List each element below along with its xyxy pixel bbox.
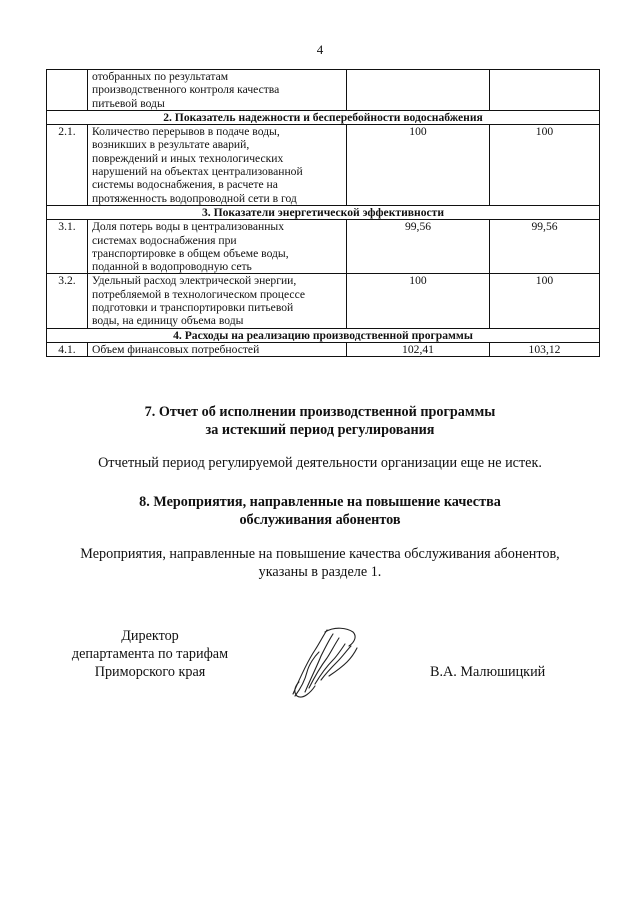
section-title: 4. Расходы на реализацию производственной программы (47, 328, 600, 342)
indicator-value: 100 (490, 125, 600, 206)
indicator-name-line: Удельный расход электрической энергии, (92, 274, 297, 288)
section8-text (50, 545, 590, 581)
indicator-value: 102,41 (347, 342, 490, 356)
indicator-value (347, 70, 490, 111)
indicator-name (88, 220, 347, 274)
indicator-name-line: поданной в водопроводную сеть (92, 260, 252, 274)
indicator-name (88, 125, 347, 206)
indicator-name-line: протяженность водопроводной сети в год (92, 191, 297, 205)
indicator-value: 103,12 (490, 342, 600, 356)
table-row (47, 70, 600, 111)
row-number: 4.1. (47, 342, 88, 356)
section-header-row (47, 328, 600, 342)
indicator-name-line: отобранных по результатам (92, 70, 229, 83)
table-row (47, 125, 600, 206)
handwritten-signature (285, 622, 365, 702)
indicator-value: 100 (347, 125, 490, 206)
section-header-row (47, 110, 600, 124)
section-header-row (47, 205, 600, 219)
section8-heading (0, 493, 640, 529)
position-line: Приморского края (94, 664, 206, 680)
indicator-value: 99,56 (490, 220, 600, 274)
indicator-name-line: системы водоснабжения, в расчете на (92, 178, 278, 192)
section7-heading (0, 403, 640, 439)
indicator-name-line: потребляемой в технологическом процессе (92, 287, 306, 301)
indicator-name-line: нарушений на объектах централизованной (92, 165, 303, 179)
signatory-name: В.А. Малюшицкий (430, 664, 546, 680)
table-row (47, 220, 600, 274)
indicator-name-line: воды, на единицу объема воды (92, 314, 244, 328)
row-number: 2.1. (47, 125, 88, 206)
section7-text: Отчетный период регулируемой деятельности организации еще не истек. (98, 455, 542, 471)
section-title: 3. Показатели энергетической эффективности (47, 205, 600, 219)
indicators-table (46, 69, 600, 357)
indicator-name (88, 342, 347, 356)
row-number: 3.2. (47, 274, 88, 328)
table-row (47, 342, 600, 356)
section8-heading-line1: 8. Мероприятия, направленные на повышение качества (139, 494, 501, 510)
indicator-name-line: системах водоснабжения при (92, 233, 237, 247)
indicator-name-line: повреждений и иных технологических (92, 151, 284, 165)
signatory-position (50, 627, 250, 681)
section7-heading-line1: 7. Отчет об исполнении производственной программы (144, 404, 496, 420)
section8-text-line1: Мероприятия, направленные на повышение качества обслуживания абонентов, (80, 546, 560, 562)
indicator-name-line: транспортировке в общем объеме воды, (92, 246, 289, 260)
section7-heading-line2: за истекший период регулирования (205, 422, 435, 438)
indicator-name-line: возникших в результате аварий, (92, 138, 250, 152)
indicator-name (88, 70, 347, 111)
section8-heading-line2: обслуживания абонентов (239, 512, 401, 528)
table-row (47, 274, 600, 328)
section-title: 2. Показатель надежности и бесперебойности водоснабжения (47, 110, 600, 124)
position-line: департамента по тарифам (71, 646, 229, 662)
section8-text-line2: указаны в разделе 1. (258, 564, 382, 580)
indicator-name (88, 274, 347, 328)
indicator-value (490, 70, 600, 111)
indicator-name-line: питьевой воды (92, 96, 165, 110)
indicator-value: 100 (490, 274, 600, 328)
indicator-name-line: подготовки и транспортировки питьевой (92, 301, 294, 315)
indicator-name-line: производственного контроля качества (92, 83, 280, 97)
indicator-value: 100 (347, 274, 490, 328)
indicator-name-line: Доля потерь воды в централизованных (92, 220, 284, 234)
page-number: 4 (316, 42, 324, 57)
indicator-name-line: Количество перерывов в подаче воды, (92, 125, 280, 139)
position-line: Директор (121, 628, 179, 644)
row-number (47, 70, 88, 111)
indicator-name-line: Объем финансовых потребностей (92, 342, 260, 356)
row-number: 3.1. (47, 220, 88, 274)
indicator-value: 99,56 (347, 220, 490, 274)
